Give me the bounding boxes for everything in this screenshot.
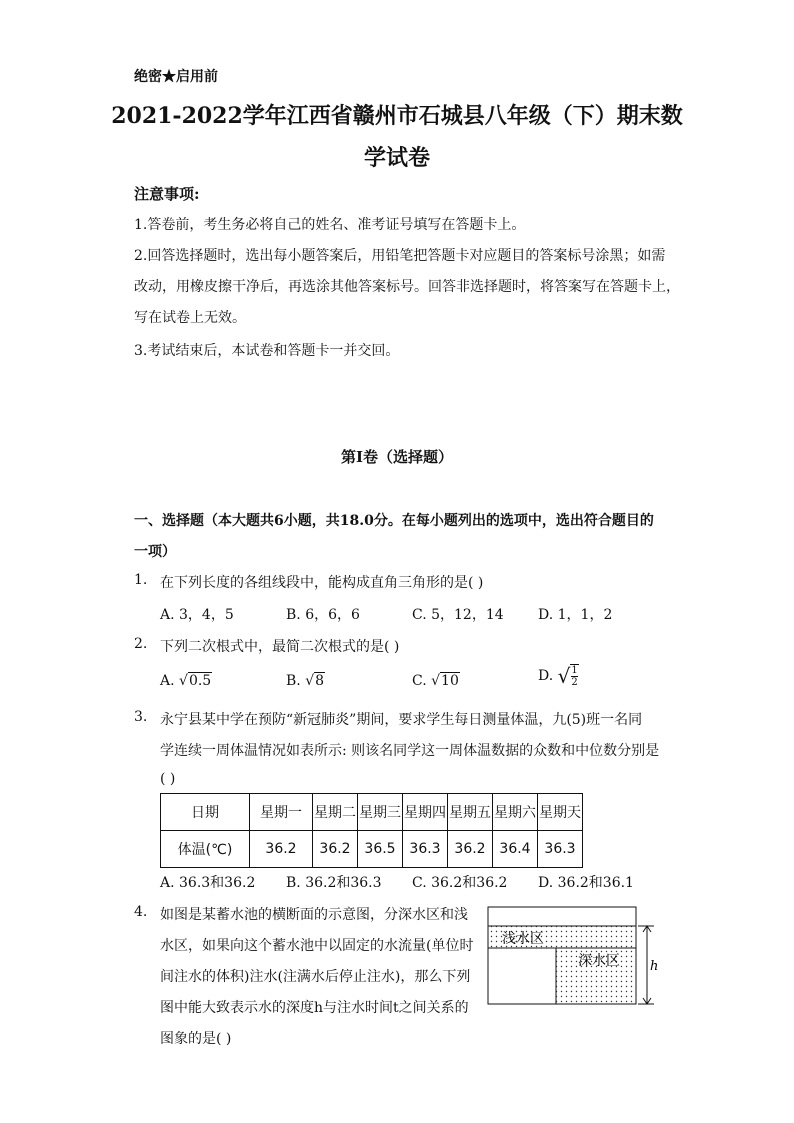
q1-option-c: C. 5，12，14 (412, 607, 504, 623)
part-heading-line2: 一项） (134, 544, 176, 560)
q4-line2: 水区，如果向这个蓄水池中以固定的水流量(单位时 (160, 938, 474, 954)
shallow-label: 浅水区 (502, 931, 544, 947)
table-cell: 体温(℃) (161, 831, 250, 868)
q2-option-c-label: C. (412, 673, 427, 689)
q4-number: 4. (134, 904, 148, 920)
q2-option-d-label: D. (538, 668, 554, 684)
q2-radicand-c: 10 (441, 673, 459, 689)
q3-option-a: A. 36.3和36.2 (160, 875, 256, 891)
sqrt-icon: √ (179, 673, 188, 689)
q2-option-d (538, 664, 579, 688)
part-heading-line1: 一、选择题（本大题共6小题，共18.0分。在每小题列出的选项中，选出符合题目的 (134, 513, 654, 529)
q3-option-d: D. 36.2和36.1 (538, 875, 634, 891)
q2-option-c (412, 672, 460, 689)
q1-option-b: B. 6，6，6 (286, 607, 360, 623)
table-cell: 36.2 (448, 831, 493, 868)
q2-number: 2. (134, 636, 148, 652)
secret-mark: 绝密★启用前 (134, 69, 218, 85)
table-row (161, 831, 583, 868)
table-cell: 星期五 (448, 794, 493, 831)
q2-frac-numerator: 1 (571, 665, 578, 676)
q4-line5: 图象的是( ) (160, 1031, 232, 1047)
q2-fraction (570, 664, 578, 688)
h-label: h (650, 959, 659, 974)
q2-text: 下列二次根式中，最简二次根式的是( ) (160, 639, 400, 655)
exam-title-line1: 2021-2022学年江西省赣州市石城县八年级（下）期末数 (111, 103, 683, 129)
q4-line4: 图中能大致表示水的深度h与注水时间t之间关系的 (160, 1000, 469, 1016)
notes-heading: 注意事项: (134, 185, 200, 203)
deep-label: 深水区 (578, 953, 620, 969)
table-header-row (161, 794, 583, 831)
table-cell: 36.3 (538, 831, 583, 868)
table-cell: 星期四 (403, 794, 448, 831)
q3-option-c: C. 36.2和36.2 (412, 875, 508, 891)
notes-item-2-line1: 2.回答选择题时，选出每小题答案后，用铅笔把答题卡对应题目的答案标号涂黑；如需 (134, 248, 666, 264)
q4-line1: 如图是某蓄水池的横断面的示意图，分深水区和浅 (160, 907, 468, 923)
sqrt-icon: √ (557, 664, 571, 688)
notes-item-1: 1.答卷前，考生务必将自己的姓名、准考证号填写在答题卡上。 (134, 217, 526, 233)
table-cell: 36.4 (493, 831, 538, 868)
table-cell: 星期一 (250, 794, 313, 831)
reservoir-diagram (484, 904, 664, 1008)
exam-title-line2: 学试卷 (363, 145, 430, 171)
table-cell: 日期 (161, 794, 250, 831)
q2-option-b-label: B. (286, 673, 301, 689)
table-cell: 36.3 (403, 831, 448, 868)
q3-line2: 学连续一周体温情况如表所示: 则该名同学这一周体温数据的众数和中位数分别是 (160, 743, 660, 759)
sqrt-icon: √ (305, 673, 315, 689)
table-cell: 星期三 (358, 794, 403, 831)
q2-option-b (286, 672, 325, 689)
table-cell: 36.2 (250, 831, 313, 868)
temperature-table (160, 793, 583, 868)
notes-item-2-line3: 写在试卷上无效。 (134, 310, 246, 326)
q1-text: 在下列长度的各组线段中，能构成直角三角形的是( ) (160, 575, 484, 591)
table-cell: 星期天 (538, 794, 583, 831)
table-cell: 星期六 (493, 794, 538, 831)
q1-option-a: A. 3，4，5 (160, 607, 234, 623)
q3-option-b: B. 36.2和36.3 (286, 875, 382, 891)
q2-option-a-label: A. (160, 673, 175, 689)
q3-line1: 永宁县某中学在预防“新冠肺炎”期间，要求学生每日测量体温，九(5)班一名同 (160, 712, 643, 728)
q4-line3: 间注水的体积)注水(注满水后停止注水)，那么下列 (160, 969, 471, 985)
sqrt-icon: √ (431, 673, 441, 689)
q2-radicand-a: 0.5 (188, 673, 212, 689)
table-cell: 星期二 (313, 794, 358, 831)
q1-number: 1. (134, 572, 148, 588)
notes-item-2-line2: 改动，用橡皮擦干净后，再选涂其他答案标号。回答非选择题时，将答案写在答题卡上， (134, 279, 680, 295)
notes-item-3: 3.考试结束后，本试卷和答题卡一并交回。 (134, 343, 400, 359)
q1-option-d: D. 1，1，2 (538, 607, 613, 623)
q3-line3: ( ) (160, 771, 176, 787)
q2-frac-denominator: 2 (571, 677, 578, 688)
table-cell: 36.2 (313, 831, 358, 868)
section-title: 第I卷（选择题） (340, 448, 454, 466)
q3-number: 3. (134, 709, 148, 725)
table-cell: 36.5 (358, 831, 403, 868)
q2-option-a (160, 672, 212, 689)
q2-radicand-b: 8 (315, 673, 325, 689)
